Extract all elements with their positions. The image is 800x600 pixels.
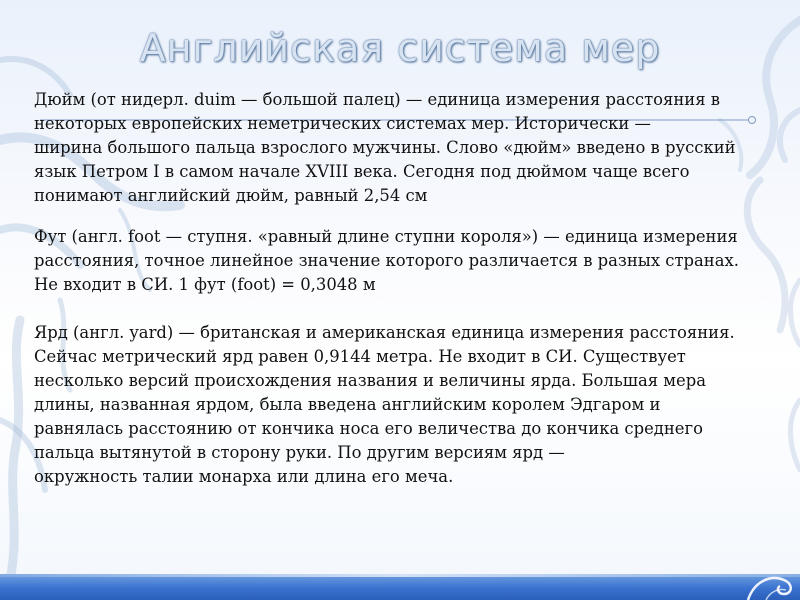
paragraph-foot: Фут (англ. foot — ступня. «равный длине ступни короля») — единица измерения расстояния, точное линейное значение которого различается в разных странах. Не входит в СИ. 1 фут (foot) = 0,3048 м (34, 227, 739, 294)
bottom-band-highlight (0, 574, 800, 577)
paragraph-yard: Ярд (англ. yard) — британская и американская единица измерения расстояния. Сейчас метрический ярд равен 0,9144 метра. Не входит в СИ. Существует несколько версий происхождения названия и величины ярда. Большая мера длины, названная ярдом, была введена английским королем Эдгаром и равнялась расстоянию от кончика носа его величества до кончика среднего пальца вытянутой в сторону руки. По другим версиям ярд — окружность талии монарха или длина его меча. (34, 323, 735, 486)
corner-swirl-ornament (740, 560, 800, 600)
paragraph-inch: Дюйм (от нидерл. duim — большой палец) — единица измерения расстояния в некоторых европейских неметрических системах мер. Исторически — ширина большого пальца взрослого мужчины. Слово «дюйм» введено в русский язык Петром I в самом начале XVIII века. Сегодня под дюймом чаще всего понимают английский дюйм, равный 2,54 см (34, 90, 736, 205)
slide-title: Английская система мер (139, 26, 661, 70)
bottom-decorative-band (0, 574, 800, 600)
